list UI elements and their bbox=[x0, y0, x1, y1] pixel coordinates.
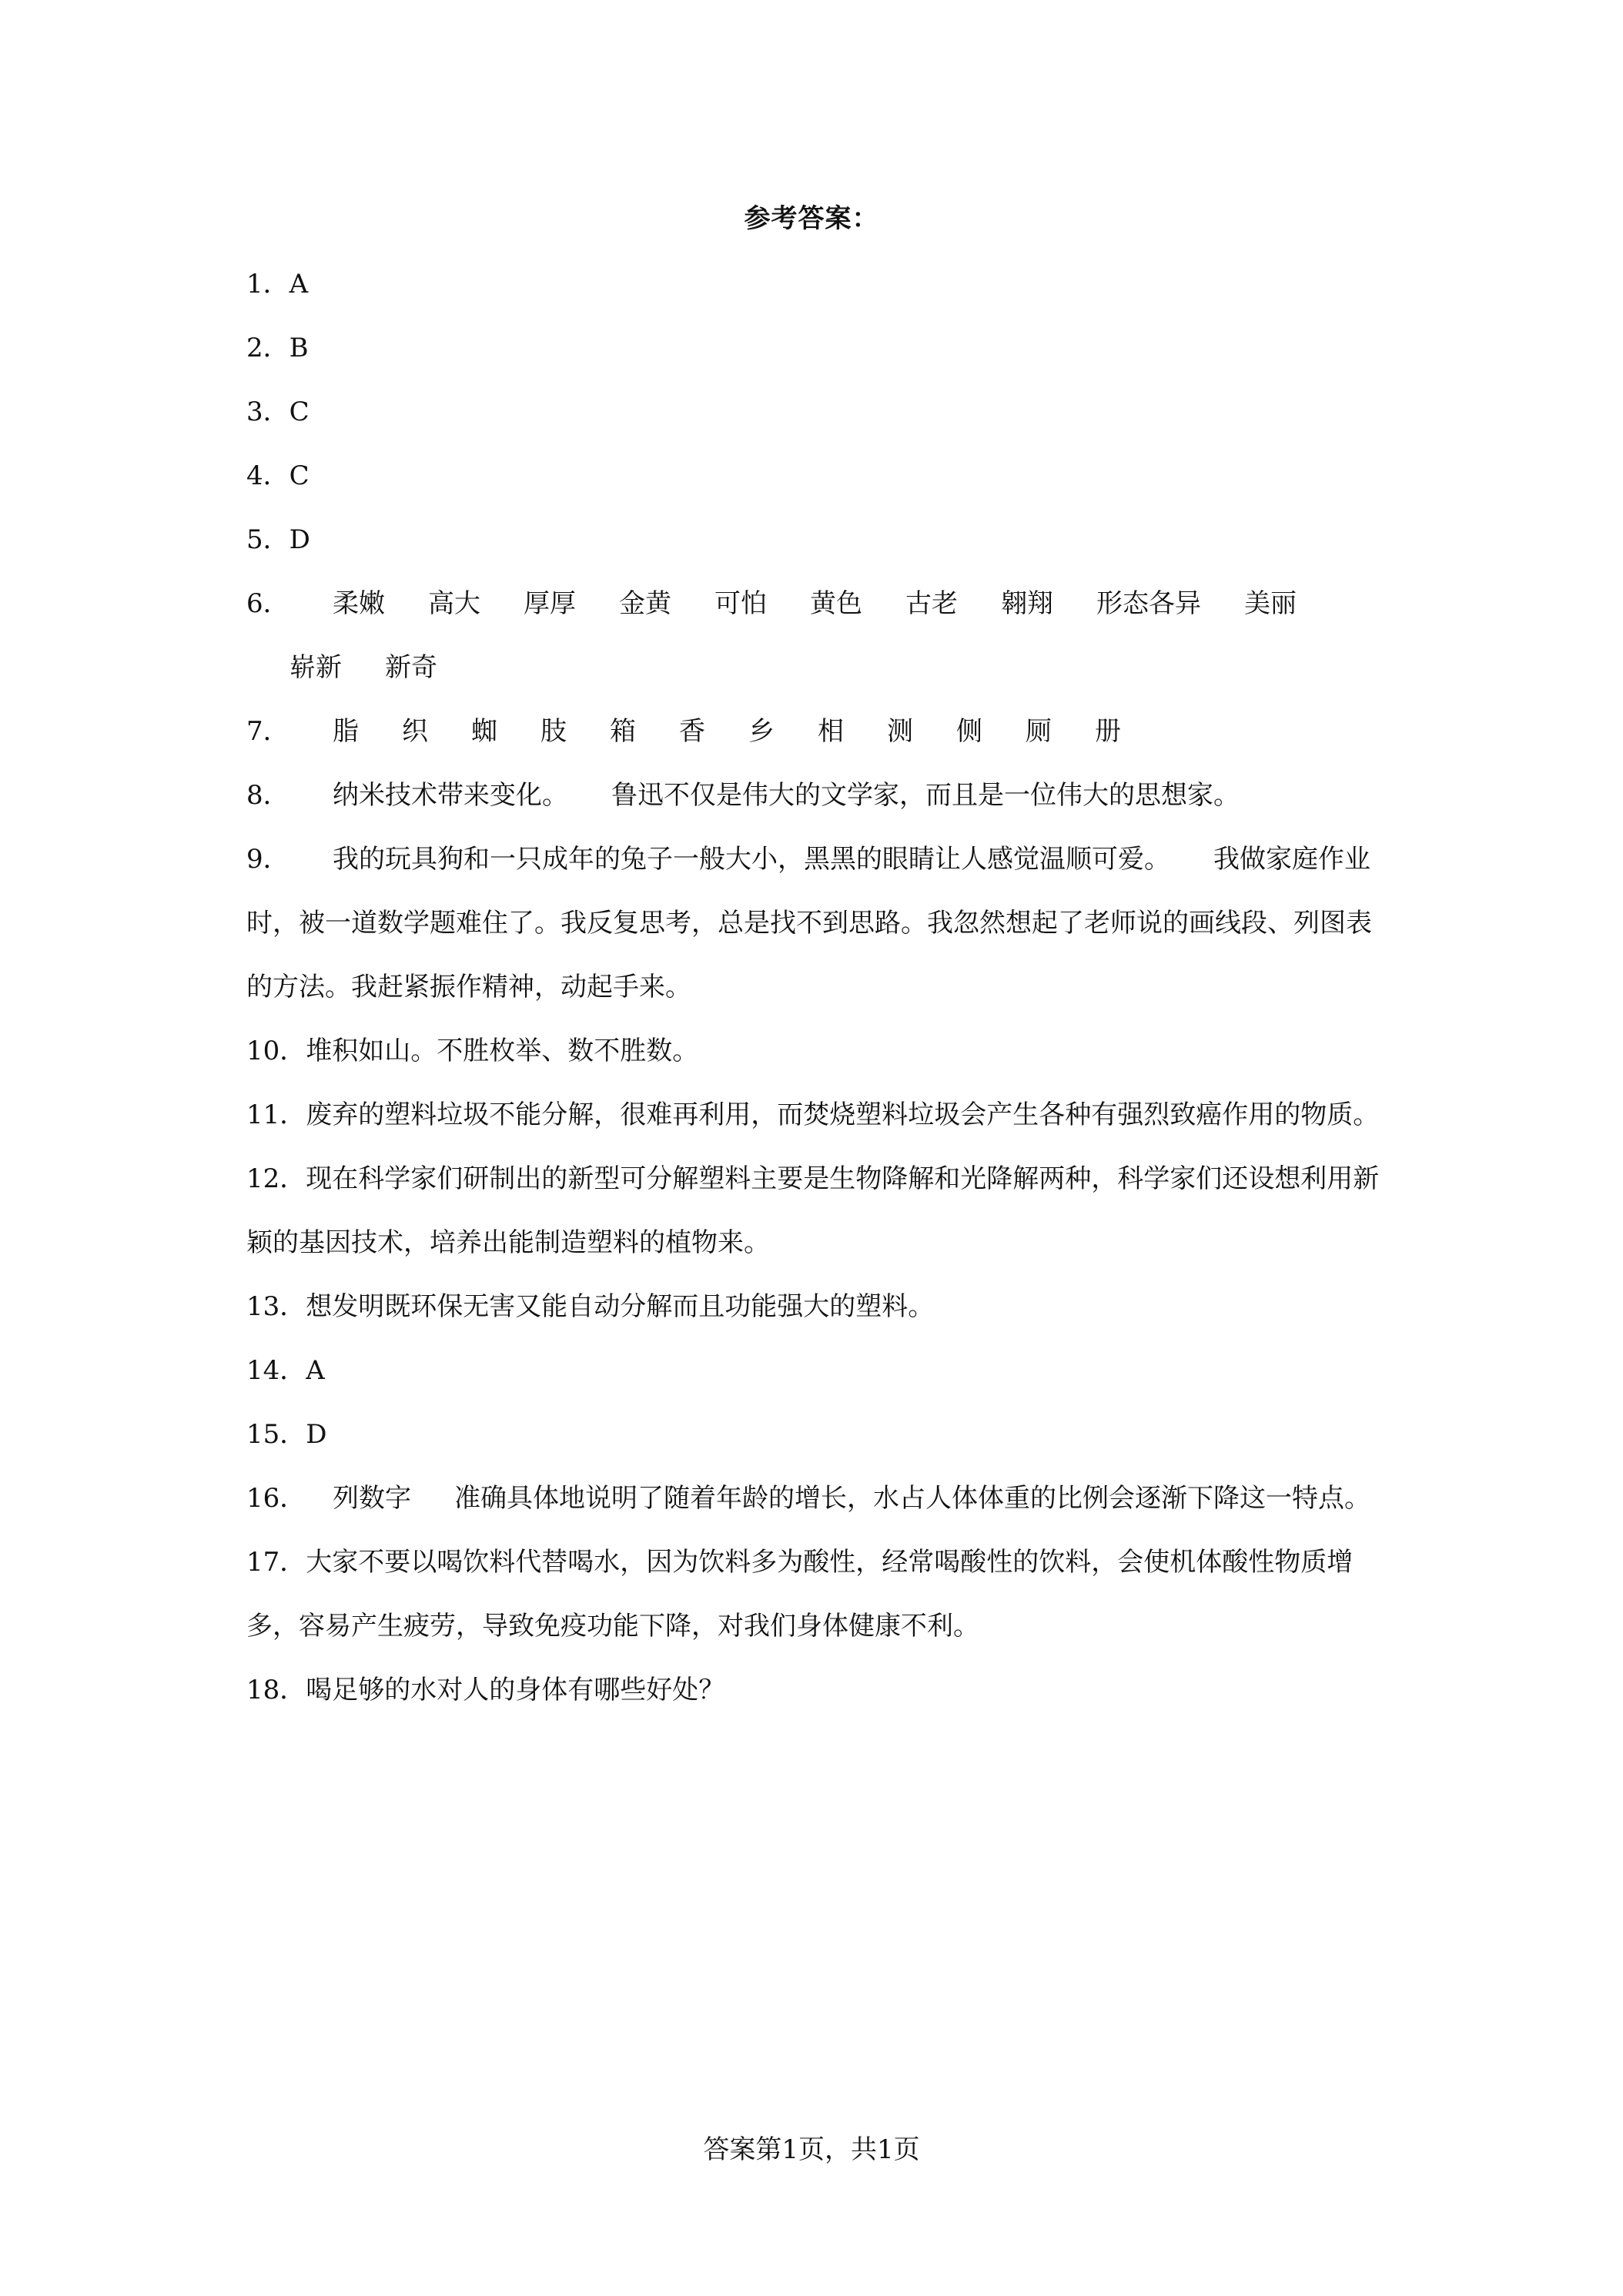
answer-item-13 bbox=[246, 1275, 1386, 1339]
answer-text: C bbox=[289, 397, 310, 427]
answer-word: 侧 bbox=[956, 716, 982, 747]
answer-number: 12． bbox=[246, 1163, 306, 1194]
answer-number: 16． bbox=[246, 1483, 306, 1514]
answer-number: 2． bbox=[246, 333, 289, 363]
answer-word: 美丽 bbox=[1244, 588, 1297, 619]
answer-number: 13． bbox=[246, 1291, 306, 1322]
answer-text: A bbox=[306, 1355, 325, 1386]
answer-text: 堆积如山。不胜枚举、数不胜数。 bbox=[306, 1036, 699, 1066]
answer-item-2 bbox=[246, 316, 1386, 380]
answer-text: B bbox=[289, 333, 309, 363]
answer-word: 形态各异 bbox=[1096, 588, 1201, 619]
answer-number: 15． bbox=[246, 1419, 306, 1450]
answer-word: 可怕 bbox=[714, 588, 767, 619]
answer-word: 黄色 bbox=[810, 588, 862, 619]
answer-word: 翱翔 bbox=[1001, 588, 1053, 619]
answer-part: 列数字 bbox=[333, 1483, 411, 1514]
answer-part: 我做家庭作业时，被一道数学题难住了。我反复思考，总是找不到思路。我忽然想起了老师说的画线段、列图表的方法。我赶紧振作精神，动起手来。 bbox=[246, 844, 1372, 1002]
answer-word: 厕 bbox=[1026, 716, 1052, 747]
answer-word: 新奇 bbox=[385, 652, 437, 683]
answer-text: 废弃的塑料垃圾不能分解，很难再利用，而焚烧塑料垃圾会产生各种有强烈致癌作用的物质。 bbox=[306, 1099, 1380, 1130]
answer-word: 厚厚 bbox=[524, 588, 576, 619]
answer-text: D bbox=[306, 1419, 327, 1450]
answer-number: 17． bbox=[246, 1547, 306, 1578]
page-footer: 答案第1页，共1页 bbox=[703, 2134, 920, 2165]
answer-number: 5． bbox=[246, 524, 289, 555]
answer-item-1 bbox=[246, 253, 1386, 316]
answer-item-15 bbox=[246, 1403, 1386, 1467]
answer-item-18 bbox=[246, 1658, 1386, 1722]
answer-word: 古老 bbox=[905, 588, 958, 619]
answer-item-16 bbox=[246, 1467, 1386, 1531]
answer-text: 想发明既环保无害又能自动分解而且功能强大的塑料。 bbox=[306, 1291, 935, 1322]
answer-number: 11． bbox=[246, 1099, 306, 1130]
answer-word: 金黄 bbox=[619, 588, 671, 619]
answer-number: 8． bbox=[246, 780, 289, 811]
answer-text: C bbox=[289, 460, 310, 491]
answer-text: A bbox=[289, 269, 309, 300]
answer-part: 我的玩具狗和一只成年的兔子一般大小，黑黑的眼睛让人感觉温顺可爱。 bbox=[333, 844, 1170, 875]
answer-word: 箱 bbox=[610, 716, 636, 747]
answer-word: 柔嫩 bbox=[333, 588, 385, 619]
answer-number: 1． bbox=[246, 269, 289, 300]
answer-text: 喝足够的水对人的身体有哪些好处？ bbox=[306, 1675, 725, 1705]
answer-word: 崭新 bbox=[289, 652, 342, 683]
answer-list bbox=[246, 253, 1386, 1722]
answer-item-10 bbox=[246, 1019, 1386, 1083]
answer-word: 相 bbox=[818, 716, 844, 747]
answer-word: 蜘 bbox=[471, 716, 497, 747]
answer-item-17 bbox=[246, 1531, 1386, 1658]
answer-word: 乡 bbox=[748, 716, 775, 747]
answer-item-6 bbox=[246, 572, 1386, 700]
answer-item-7 bbox=[246, 700, 1386, 764]
answer-word: 织 bbox=[402, 716, 428, 747]
answer-item-3 bbox=[246, 380, 1386, 444]
answer-word: 册 bbox=[1095, 716, 1121, 747]
answer-part: 纳米技术带来变化。 bbox=[333, 780, 568, 811]
answer-word: 脂 bbox=[333, 716, 359, 747]
answer-word: 肢 bbox=[540, 716, 567, 747]
answer-item-14 bbox=[246, 1339, 1386, 1403]
answer-number: 7． bbox=[246, 716, 289, 747]
answer-number: 9． bbox=[246, 844, 289, 875]
answer-word: 香 bbox=[679, 716, 705, 747]
answer-item-8 bbox=[246, 764, 1386, 828]
answer-number: 14． bbox=[246, 1355, 306, 1386]
answer-number: 4． bbox=[246, 460, 289, 491]
answer-text: D bbox=[289, 524, 310, 555]
answer-item-12 bbox=[246, 1147, 1386, 1275]
answer-text: 现在科学家们研制出的新型可分解塑料主要是生物降解和光降解两种，科学家们还设想利用新颖的基因技术，培养出能制造塑料的植物来。 bbox=[246, 1163, 1380, 1258]
answer-word: 高大 bbox=[428, 588, 480, 619]
answer-item-5 bbox=[246, 508, 1386, 572]
answer-number: 10． bbox=[246, 1036, 306, 1066]
answer-item-4 bbox=[246, 444, 1386, 508]
answer-text: 大家不要以喝饮料代替喝水，因为饮料多为酸性，经常喝酸性的饮料，会使机体酸性物质增多，容易产生疲劳，导致免疫功能下降，对我们身体健康不利。 bbox=[246, 1547, 1354, 1642]
answer-number: 18． bbox=[246, 1675, 306, 1705]
answer-word: 测 bbox=[887, 716, 913, 747]
answer-item-11 bbox=[246, 1083, 1386, 1147]
answer-number: 3． bbox=[246, 397, 289, 427]
answer-part: 鲁迅不仅是伟大的文学家，而且是一位伟大的思想家。 bbox=[611, 780, 1240, 811]
answer-item-9 bbox=[246, 828, 1386, 1019]
answer-number: 6． bbox=[246, 588, 289, 619]
answer-part: 准确具体地说明了随着年龄的增长，水占人体体重的比例会逐渐下降这一特点。 bbox=[454, 1483, 1370, 1514]
page-title: 参考答案： bbox=[744, 203, 879, 234]
